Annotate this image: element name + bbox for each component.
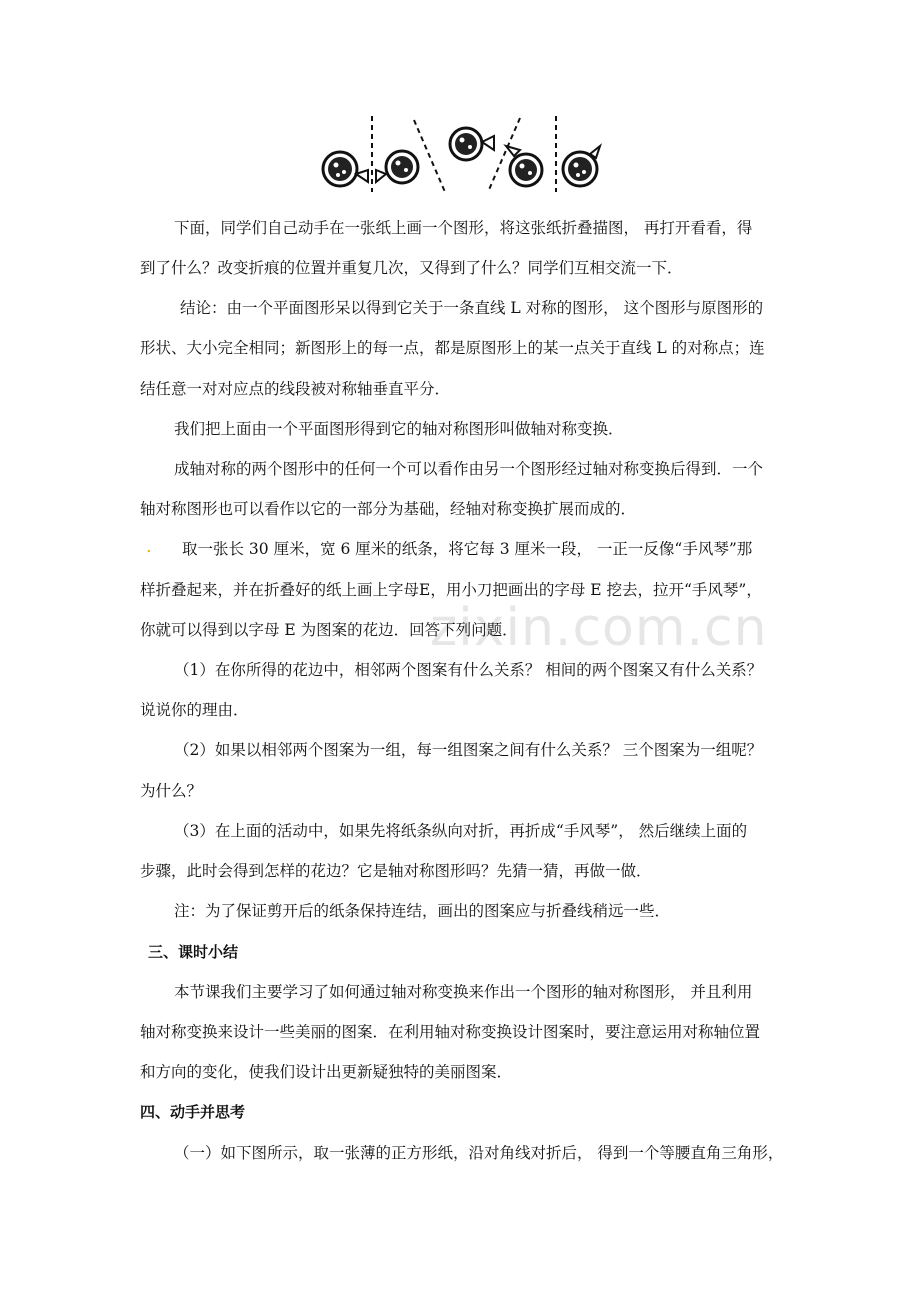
paragraph-line: 说说你的理由． xyxy=(140,701,249,719)
section-heading-summary: 三、课时小结 xyxy=(148,943,239,961)
paragraph-line: （3）在上面的活动中，如果先将纸条纵向对折，再折成“手风琴”， 然后继续上面的 xyxy=(174,822,748,840)
bullet-dot: . xyxy=(146,536,152,557)
paragraph-line: 结任意一对对应点的线段被对称轴垂直平分． xyxy=(140,380,451,398)
paragraph-line: 和方向的变化，使我们设计出更新疑独特的美丽图案． xyxy=(140,1063,513,1081)
paragraph-line: （1）在你所得的花边中，相邻两个图案有什么关系？ 相间的两个图案又有什么关系？ xyxy=(174,661,763,679)
watermark: zixin.com.cn xyxy=(430,598,768,658)
section-heading-practice: 四、动手并思考 xyxy=(140,1103,246,1121)
fish-symmetry-figure xyxy=(310,112,610,197)
paragraph-line: 到了什么？改变折痕的位置并重复几次，又得到了什么？同学们互相交流一下． xyxy=(140,259,683,277)
fish-1 xyxy=(323,152,368,186)
paragraph-line: 样折叠起来，并在折叠好的纸上画上字母E，用小刀把画出的字母 E 挖去，拉开“手风琴”， xyxy=(140,581,762,599)
fish-4 xyxy=(506,146,542,186)
fish-5 xyxy=(563,146,600,186)
fish-2 xyxy=(376,151,418,183)
paragraph-line: 步骤，此时会得到怎样的花边？它是轴对称图形吗？先猜一猜，再做一做． xyxy=(140,862,652,880)
fish-3 xyxy=(450,128,494,160)
paragraph-line: （2）如果以相邻两个图案为一组，每一组图案之间有什么关系？ 三个图案为一组呢？ xyxy=(174,741,763,759)
symmetry-axis-diag-left xyxy=(414,120,445,192)
paragraph-line: 成轴对称的两个图形中的任何一个可以看作由另一个图形经过轴对称变换后得到．一个 xyxy=(174,460,764,478)
paragraph-line: 轴对称图形也可以看作以它的一部分为基础，经轴对称变换扩展而成的． xyxy=(140,500,637,518)
paragraph-line: 你就可以得到以字母 E 为图案的花边．回答下列问题． xyxy=(140,621,518,639)
paragraph-line: （一）如下图所示，取一张薄的正方形纸，沿对角线对折后， 得到一个等腰直角三角形， xyxy=(174,1144,784,1162)
paragraph-line: 结论：由一个平面图形呆以得到它关于一条直线 L 对称的图形， 这个图形与原图形的 xyxy=(180,299,764,317)
paragraph-line: 取一张长 30 厘米，宽 6 厘米的纸条，将它每 3 厘米一段， 一正一反像“手风琴”那 xyxy=(182,540,753,558)
paragraph-line: 轴对称变换来设计一些美丽的图案．在利用轴对称变换设计图案时，要注意运用对称轴位置 xyxy=(140,1023,761,1041)
paragraph-line: 注：为了保证剪开后的纸条保持连结，画出的图案应与折叠线稍远一些． xyxy=(174,902,671,920)
paragraph-line: 我们把上面由一个平面图形得到它的轴对称图形叫做轴对称变换． xyxy=(174,420,624,438)
paragraph-line: 形状、大小完全相同；新图形上的每一点，都是原图形上的某一点关于直线 L 的对称点；连 xyxy=(140,339,765,357)
paragraph-line: 下面，同学们自己动手在一张纸上画一个图形，将这张纸折叠描图， 再打开看看，得 xyxy=(174,219,753,237)
paragraph-line: 为什么？ xyxy=(140,782,203,800)
paragraph-line: 本节课我们主要学习了如何通过轴对称变换来作出一个图形的轴对称图形， 并且利用 xyxy=(174,983,753,1001)
